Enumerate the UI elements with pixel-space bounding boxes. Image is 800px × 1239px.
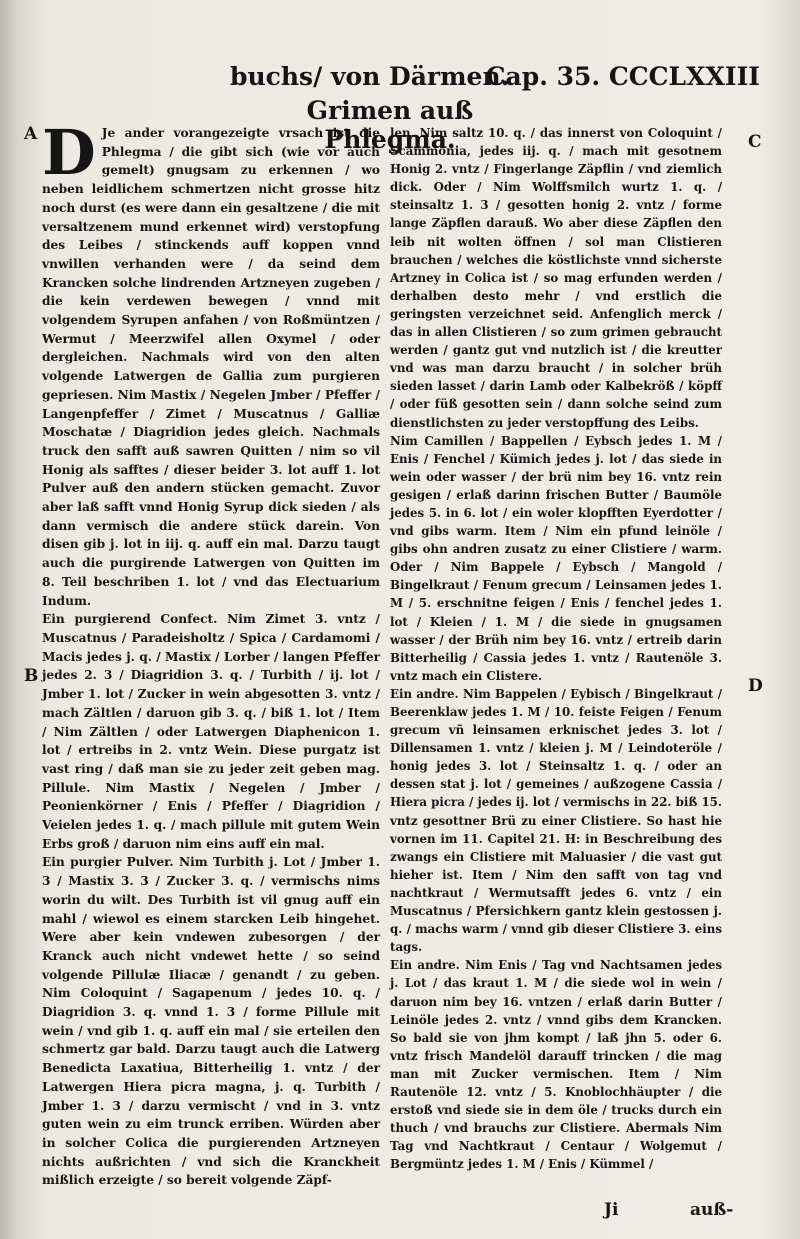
- catchword: auß-: [690, 1200, 734, 1220]
- margin-letter-b: B: [24, 666, 39, 686]
- margin-letter-c: C: [748, 132, 762, 152]
- paragraph: Je ander vorangezeigte vrsach ist die Phlegma / die gibt sich (wie vor auch gemelt) gnugsam zu erkennen / wo neben leidlichem schmertzen nicht grosse hitz noch durst (es were dann ein gesaltzene / die mit versaltzenem mund erkennet wird) verstopfung des Leibes / stinckends auff koppen vnnd vnwillen verhanden were / da seind dem Krancken solche lindrenden Artzneyen zugeben / die kein verdewen bewegen / vnnd mit volgendem Syrupen anfahen / von Roßmüntzen / Wermut / Meerzwifel allen Oxymel / oder dergleichen. Nachmals wird von den alten volgende Latwergen de Gallia zum purgieren gepriesen. Nim Mastix / Negelen Jmber / Pfeffer / Langenpfeffer / Zimet / Muscatnus / Galliæ Moschatæ / Diagridion jedes gleich. Nachmals truck den safft auß sawren Quitten / nim so vil Honig als safftes / dieser beider 3. lot auff 1. lot Pulver auß den andern stücken gemacht. Zuvor aber laß safft vnnd Honig Syrup dick sieden / als dann vermisch die andere stück darein. Von disen gib j. lot in iij. q. auff ein mal. Darzu taugt auch die purgirende Latwergen von Quitten im 8. Teil beschriben 1. lot / vnd das Electuarium Indum.: [42, 126, 380, 608]
- paragraph: Nim Camillen / Bappellen / Eybsch jedes 1. M / Enis / Fenchel / Kümich jedes j. lot / das siede in wein oder wasser / der brü nim bey 16. vntz rein gesigen / erlaß darinn frischen Butter / Baumöle jedes 5. in 6. lot / ein woler klopfften Eyerdotter / vnd gibs warm. Item / Nim ein pfund leinöle / gibs ohn andren zusatz zu einer Clistiere / warm. Oder / Nim Bappele / Eybsch / Mangold / Bingelkraut / Fenum grecum / Leinsamen jedes 1. M / 5. erschnitne feigen / Enis / fenchel jedes 1. lot / Kleien / 1. M / die siede in gnugsamen wasser / der Brüh nim bey 16. vntz / ertreib darin Bitterheilig / Cassia jedes 1. vntz / Rautenöle 3. vntz mach ein Clistere.: [390, 433, 722, 683]
- signature-mark: Ji: [604, 1200, 619, 1220]
- section-title: Grimen auß Phlegma.: [306, 96, 474, 154]
- right-column: [390, 124, 722, 1173]
- paragraph: Ein andre. Nim Enis / Tag vnd Nachtsamen jedes j. Lot / das kraut 1. M / die siede wol in wein / daruon nim bey 16. vntzen / erlaß darin Butter / Leinöle jedes 2. vntz / vnnd gibs dem Krancken. So bald sie von jhm kompt / laß jhn 5. oder 6. vntz frisch Mandelöl darauff trincken / die mag man mit Zucker vermischen. Item / Nim Rautenöle 12. vntz / 5. Knoblochhäupter / die erstoß vnd siede sie in dem öle / trucks durch ein thuch / vnd brauchs zur Clistiere. Abermals Nim Tag vnd Nachtkraut / Centaur / Wolgemut / Bergmüntz jedes 1. M / Enis / Kümmel /: [390, 958, 722, 1172]
- margin-letter-a: A: [24, 124, 38, 144]
- running-head: buchs/ von Därmen.: [230, 62, 510, 91]
- paragraph: Ein purgierend Confect. Nim Zimet 3. vntz / Muscatnus / Paradeisholtz / Spica / Cardamomi / Macis jedes j. q. / Mastix / Lorber / langen Pfeffer jedes 2. 3 / Diagridion 3. q. / Turbith / ij. lot / Jmber 1. lot / Zucker in wein abgesotten 3. vntz / mach Zältlen / daruon gib 3. q. / biß 1. lot / Item / Nim Zältlen / oder Latwergen Diaphenicon 1. lot / ertreibs in 2. vntz Wein. Diese purgatz ist vast ring / daß man sie zu jeder zeit geben mag. Pillule. Nim Mastix / Negelen / Jmber / Peonienkörner / Enis / Pfeffer / Diagridion / Veielen jedes 1. q. / mach pillule mit gutem Wein Erbs groß / daruon nim eins auff ein mal.: [42, 612, 380, 851]
- margin-letter-d: D: [748, 676, 763, 696]
- paragraph: Ein andre. Nim Bappelen / Eybisch / Bingelkraut / Beerenklaw jedes 1. M / 10. feiste Feigen / Fenum grecum vñ leinsamen erknischet jedes 3. lot / Dillensamen 1. vntz / kleien j. M / Leindoteröle / honig jedes 3. lot / Steinsaltz 1. q. / oder an dessen stat j. lot / gemeines / außzogene Cassia / Hiera picra / jedes ij. lot / vermischs in 22. biß 15. vntz gesottner Brü zu einer Clistiere. So hast hie vornen im 11. Capitel 21. H: in Beschreibung des zwangs ein Clistiere mit Maluasier / die vast gut hieher ist. Item / Nim den safft von tag vnd nachtkraut / Wermutsafft jedes 6. vntz / ein Muscatnus / Pfersichkern gantz klein gestossen j. q. / machs warm / vnnd gib dieser Clistiere 3. eins tags.: [390, 686, 722, 955]
- left-column: [42, 116, 380, 1190]
- chapter-number: Cap. 35. CCCLXXIII: [485, 62, 760, 91]
- page-header: [230, 62, 760, 94]
- paragraph: len. Nim saltz 10. q. / das innerst von Coloquint / Scammonia, jedes iij. q. / mach mit gesotnem Honig 2. vntz / Fingerlange Zäpflin / vnd ziemlich dick. Oder / Nim Wolffsmilch wurtz 1. q. / steinsaltz 1. 3 / gesotten honig 2. vntz / forme lange Zäpflen darauß. Wo aber diese Zäpflen den leib nit wolten öffnen / sol man Clistieren brauchen / welches die köstlichste vnnd sicherste Artzney in Colica ist / so mag erfunden werden / derhalben desto mehr / vnd erstlich die geringsten verzeichnet seid. Anfenglich merck / das in allen Clistieren / so zum grimen gebraucht werden / gantz gut vnd nutzlich ist / die kreutter vnd was man darzu braucht / in solcher brüh sieden lasset / darin Lamb oder Kalbekröß / köpff / oder füß gesotten sein / dann solche seind zum dienstlichsten zu jeder verstopffung des Leibs.: [390, 126, 722, 430]
- drop-cap: D: [42, 116, 96, 189]
- paragraph: Ein purgier Pulver. Nim Turbith j. Lot / Jmber 1. 3 / Mastix 3. 3 / Zucker 3. q. / vermischs nims worin du wilt. Des Turbith ist vil gnug auff ein mahl / wiewol es einem starcken Leib hingehet. Were aber kein vndewen zubesorgen / der Kranck auch nicht vndewet hette / so seind volgende Pillulæ Iliacæ / genandt / zu geben. Nim Coloquint / Sagapenum / jedes 10. q. / Diagridion 3. q. vnnd 1. 3 / forme Pillule mit wein / vnd gib 1. q. auff ein mal / sie erteilen den schmertz gar bald. Darzu taugt auch die Latwerg Benedicta Laxatiua, Bitterheilig 1. vntz / der Latwergen Hiera picra magna, j. q. Turbith / Jmber 1. 3 / darzu vermischt / vnd in 3. vntz guten wein zu eim trunck erriben. Würden aber in solcher Colica die purgierenden Artzneyen nichts außrichten / vnd sich die Kranckheit mißlich erzeigte / so bereit volgende Zäpf-: [42, 855, 380, 1188]
